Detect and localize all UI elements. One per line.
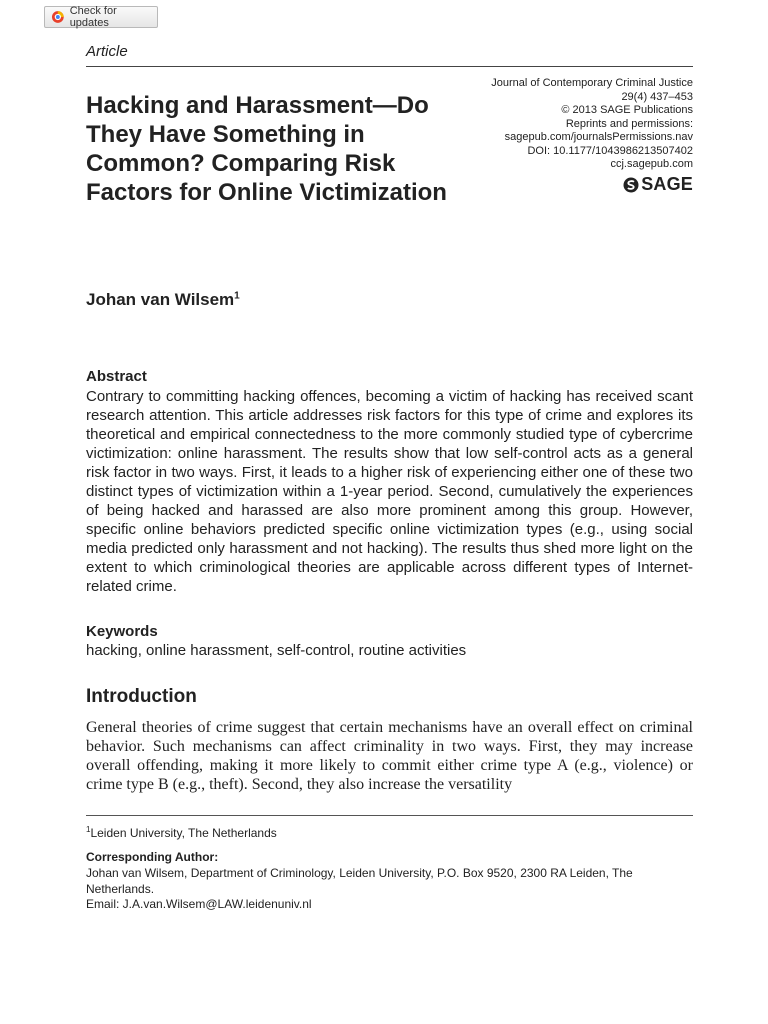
introduction-heading: Introduction [86, 686, 197, 707]
journal-copyright: © 2013 SAGE Publications [561, 104, 693, 116]
corresponding-author-email[interactable]: Email: J.A.van.Wilsem@LAW.leidenuniv.nl [86, 897, 312, 911]
journal-issue: 29(4) 437–453 [621, 90, 693, 103]
journal-doi[interactable]: DOI: 10.1177/1043986213507402 [527, 144, 693, 157]
check-updates-icon [51, 10, 65, 24]
check-for-updates-button[interactable] [44, 6, 158, 28]
header-divider [86, 66, 693, 67]
journal-info [491, 77, 693, 172]
footnote-divider [86, 815, 693, 816]
check-for-updates-label: Check for updates [69, 5, 117, 29]
corresponding-author-block [86, 866, 693, 913]
author-name: Johan van Wilsem [86, 290, 235, 309]
keywords-heading: Keywords [86, 623, 158, 640]
corresponding-author-heading: Corresponding Author: [86, 850, 219, 864]
footnote-affiliation: Leiden University, The Netherlands [90, 826, 277, 840]
keywords-text: hacking, online harassment, self-control, routine activities [86, 642, 467, 659]
abstract-heading: Abstract [86, 368, 147, 385]
article-title: Hacking and Harassment—Do They Have Something in Common? Comparing Risk Factors for Online Victimization [86, 92, 447, 206]
author-affiliation-mark: 1 [234, 290, 240, 302]
author-line [86, 290, 240, 310]
journal-site-link[interactable]: ccj.sagepub.com [610, 158, 693, 170]
abstract-text: Contrary to committing hacking offences, becoming a victim of hacking has received scant research attention. This article addresses risk factors for this type of crime and explores its theoretical and empirical connectedness to the more commonly studied type of cybercrime victimization: online harassment. The results show that low self-control acts as a general risk factor in two ways. First, it leads to a higher risk of experiencing either one of these two distinct types of victimization within a 1-year period. Second, cumulatively the experiences of being hacked and harassed are also more prominent among this group. However, specific online behaviors predicted specific online victimization types (e.g., using social media predicted only harassment and not hacking). The results thus shed more light on the extent to which criminological theories are applicable across different types of Internet-related crime. [86, 388, 693, 595]
sage-logo [623, 174, 693, 195]
footnote-mark: 1 [86, 825, 91, 834]
journal-reprints: Reprints and permissions: [565, 117, 693, 130]
sage-logo-text: SAGE [641, 174, 693, 194]
journal-permissions-link[interactable]: sagepub.com/journalsPermissions.nav [504, 131, 693, 143]
article-type-label: Article [86, 43, 128, 60]
corresponding-author-address: Johan van Wilsem, Department of Criminology, Leiden University, P.O. Box 9520, 2300 RA Leiden, The Netherlands. [86, 866, 633, 896]
introduction-text: General theories of crime suggest that certain mechanisms have an overall effect on criminal behavior. Such mechanisms can affect criminality in two ways. First, they may increase overall offending, making it more likely to commit either crime type A (e.g., violence) or crime type B (e.g., theft). Second, they also increase the versatility [86, 719, 693, 793]
journal-name: Journal of Contemporary Criminal Justice [491, 77, 693, 89]
affiliation-footnote [86, 825, 277, 840]
sage-emblem-icon [623, 177, 639, 193]
